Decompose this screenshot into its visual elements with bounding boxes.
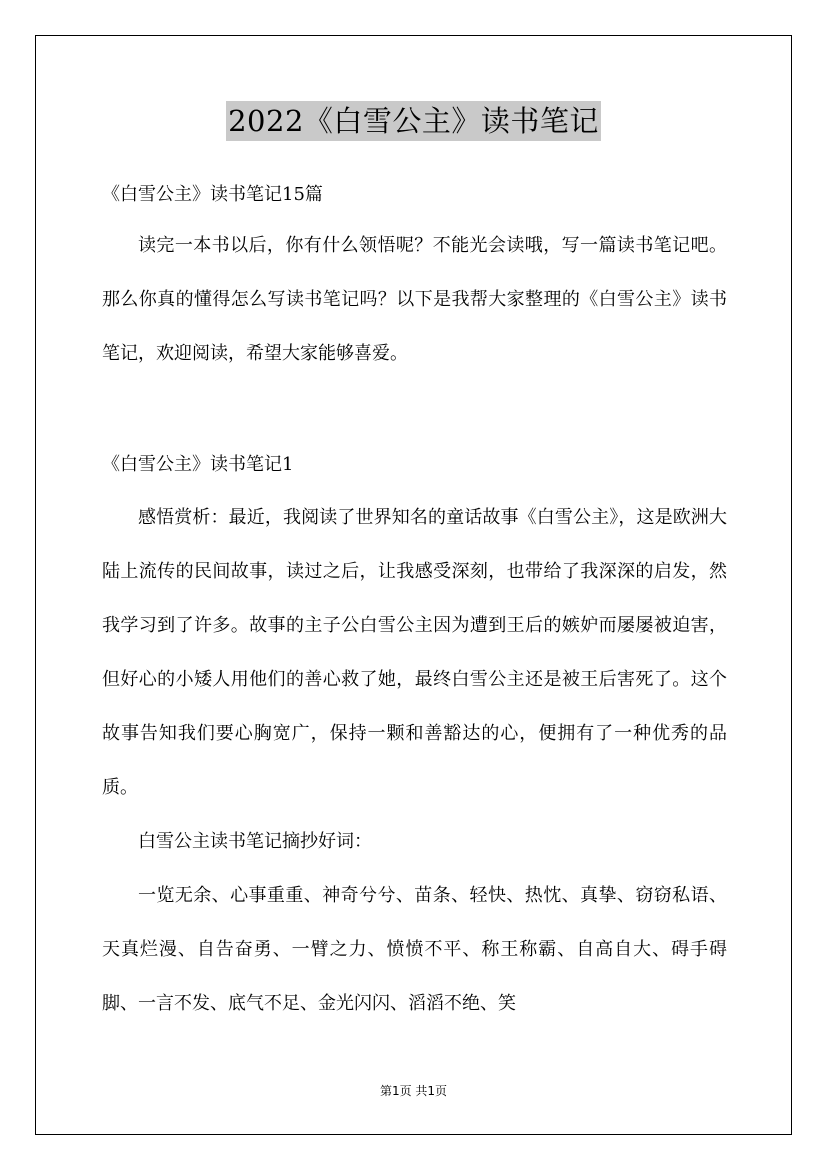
- subtitle-note-1: 《白雪公主》读书笔记1: [102, 454, 294, 475]
- title-container: [0, 101, 827, 141]
- body-paragraph-1: 感悟赏析：最近，我阅读了世界知名的童话故事《白雪公主》，这是欧洲大陆上流传的民间故事，读过之后，让我感受深刻，也带给了我深深的启发，然我学习到了许多。故事的主子公白雪公主因为遭到王后的嫉妒而屡屡被迫害，但好心的小矮人用他们的善心救了她，最终白雪公主还是被王后害死了。这个故事告知我们要心胸宽广，保持一颗和善豁达的心，便拥有了一种优秀的品质。: [102, 507, 727, 798]
- body-paragraph-2: 白雪公主读书笔记摘抄好词：: [138, 831, 372, 852]
- intro-paragraph: 读完一本书以后，你有什么领悟呢？不能光会读哦，写一篇读书笔记吧。那么你真的懂得怎么写读书笔记吗？以下是我帮大家整理的《白雪公主》读书笔记，欢迎阅读，希望大家能够喜爱。: [102, 235, 727, 364]
- document-title: 2022《白雪公主》读书笔记: [226, 101, 601, 141]
- body-paragraph-3: 一览无余、心事重重、神奇兮兮、苗条、轻快、热忱、真挚、窃窃私语、天真烂漫、自告奋勇、一臂之力、愤愤不平、称王称霸、自高自大、碍手碍脚、一言不发、底气不足、金光闪闪、滔滔不绝、笑: [102, 885, 727, 1014]
- page-footer: 第1页 共1页: [379, 1084, 448, 1098]
- subtitle-collection: 《白雪公主》读书笔记15篇: [102, 184, 323, 205]
